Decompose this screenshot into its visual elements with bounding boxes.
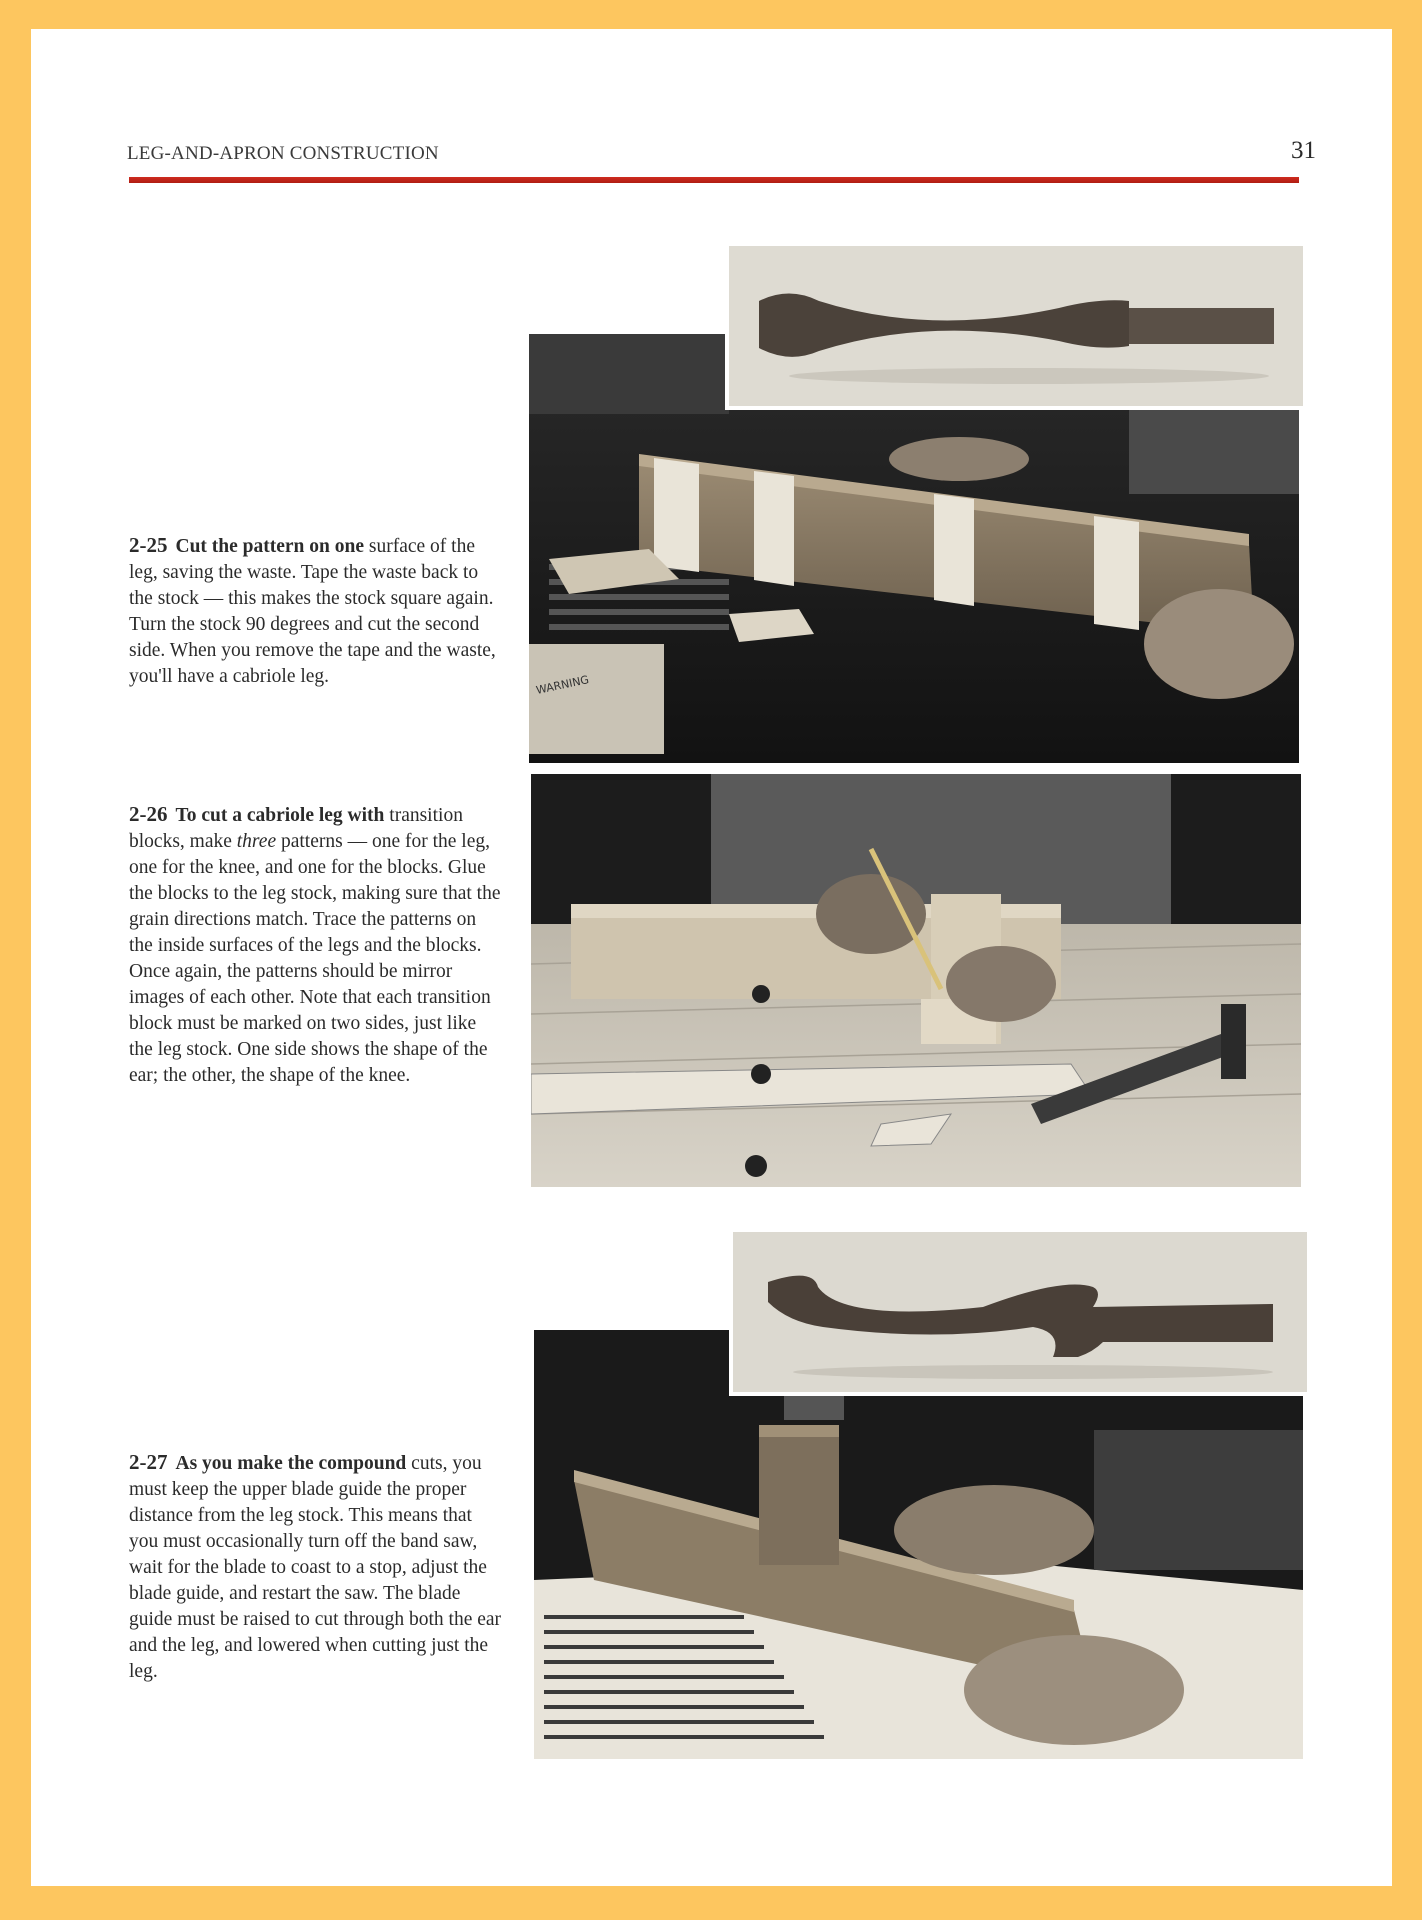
page-number: 31	[1291, 137, 1316, 164]
caption-body: cuts, you must keep the upper blade guide the proper distance from the leg stock. This means that you must occasionally turn off the band saw, wait for the blade to coast to a stop, adjust the blade guide, and restart the saw. The blade guide must be raised to cut through both the ear and the leg, and lowered when cutting just the leg.	[129, 1453, 502, 1682]
photo-tracing-patterns	[531, 774, 1301, 1187]
header-rule	[129, 177, 1299, 183]
book-page	[31, 29, 1392, 1886]
caption-2-25	[129, 532, 504, 690]
caption-lead: Cut the pattern on one	[175, 536, 364, 557]
caption-2-27	[129, 1449, 504, 1685]
caption-number: 2-26	[129, 802, 168, 826]
running-head: LEG-AND-APRON CONSTRUCTION	[127, 143, 439, 164]
caption-lead: To cut a cabriole leg with	[175, 805, 385, 826]
caption-body: transition blocks, make three patterns — one for the leg, one for the knee, and one for the blocks. Glue the blocks to the leg stock, making sure that the grain directions match. Trace the patterns on the inside surfaces of the legs and the blocks. Once again, the patterns should be mirror images of each other. Note that each transition block must be marked on two sides, just like the leg stock. One side shows the shape of the ear; the other, the shape of the knee.	[129, 805, 501, 1086]
photo-leg-with-ear	[729, 1232, 1307, 1396]
caption-number: 2-25	[129, 533, 168, 557]
caption-lead: As you make the compound	[175, 1453, 407, 1474]
caption-number: 2-27	[129, 1450, 168, 1474]
caption-body: surface of the leg, saving the waste. Tape the waste back to the stock — this makes the stock square again. Turn the stock 90 degrees and cut the second side. When you remove the tape and the waste, you'll have a cabriole leg.	[129, 536, 496, 687]
warning-label-text: WARNING	[534, 673, 591, 697]
caption-2-26	[129, 801, 504, 1089]
photo-finished-leg	[725, 246, 1303, 410]
